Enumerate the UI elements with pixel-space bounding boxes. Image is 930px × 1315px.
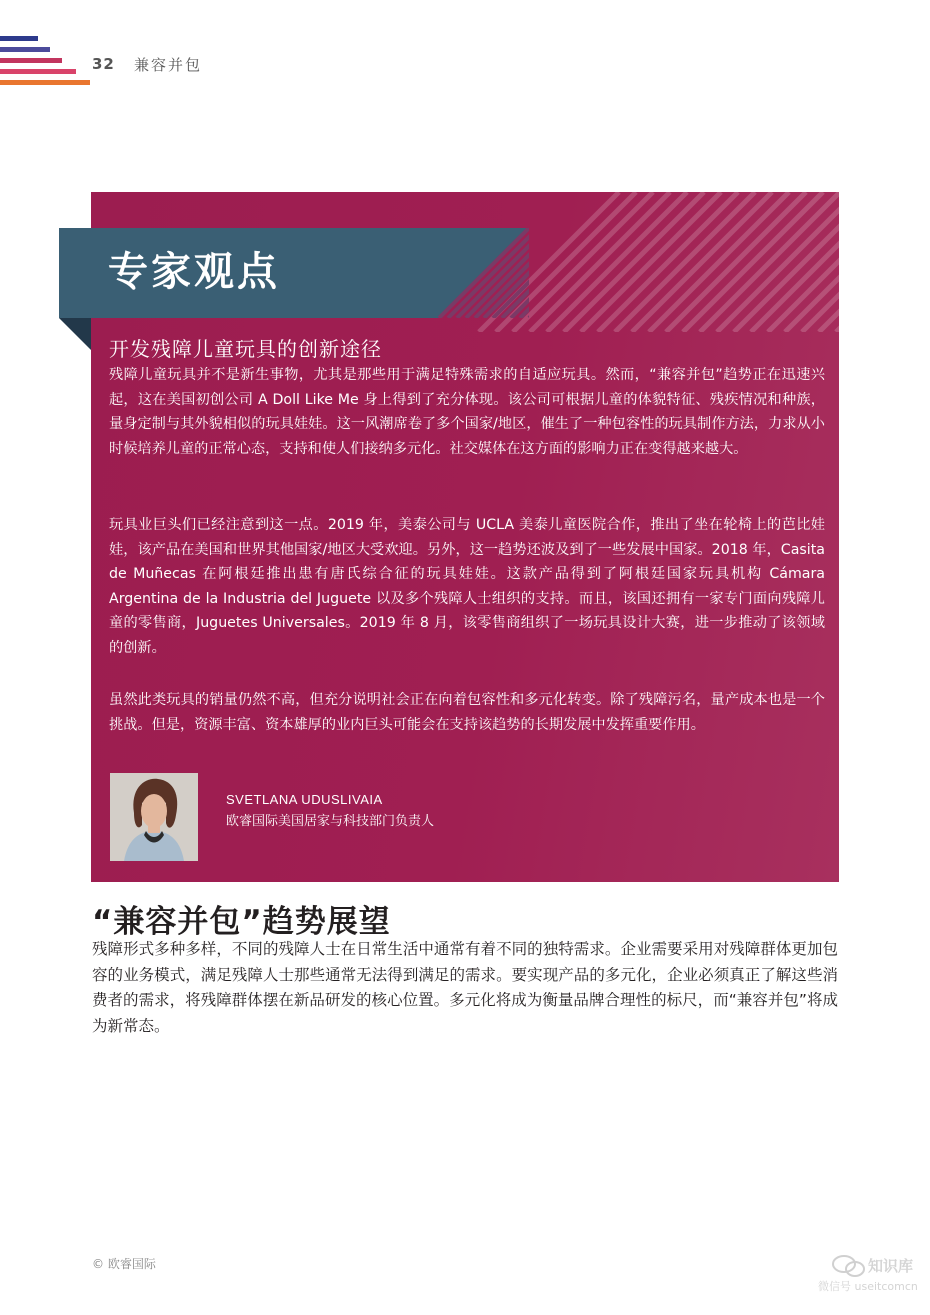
expert-paragraph-3: 虽然此类玩具的销量仍然不高，但充分说明社会正在向着包容性和多元化转变。除了残障污名，量产成本也是一个挑战。但是，资源丰富、资本雄厚的业内巨头可能会在支持该趋势的长期发展中发挥重要作用。 bbox=[109, 692, 825, 733]
author-photo bbox=[110, 773, 198, 861]
page-number: 32 bbox=[92, 55, 115, 73]
header-stripes-graphic bbox=[0, 36, 100, 100]
banner-fold-corner bbox=[59, 318, 91, 350]
expert-article-subtitle: 开发残障儿童玩具的创新途径 bbox=[109, 337, 382, 361]
watermark bbox=[818, 1252, 928, 1302]
author-name: SVETLANA UDUSLIVAIA bbox=[226, 792, 383, 807]
author-portrait-image bbox=[110, 773, 198, 861]
expert-paragraph-2: 玩具业巨头们已经注意到这一点。2019 年，美泰公司与 UCLA 美泰儿童医院合作，推出了坐在轮椅上的芭比娃娃，该产品在美国和世界其他国家/地区大受欢迎。另外，这一趋势还波及到了一些发展中国家。2018 年，Casita de Muñecas 在阿根廷推出患有唐氏综合征的玩具娃娃。这款产品得到了阿根廷国家玩具机构 Cámara Argentina de la Industria del Juguete 以及多个残障人士组织的支持。而且，该国还拥有一家专门面向残障儿童的零售商，Juguetes Universales。2019 年 8 月，该零售商组织了一场玩具设计大赛，进一步推动了该领域的创新。 bbox=[109, 517, 825, 656]
outlook-heading: “兼容并包”趋势展望 bbox=[92, 904, 391, 940]
expert-banner-title: 专家观点 bbox=[108, 249, 280, 295]
author-role: 欧睿国际美国居家与科技部门负责人 bbox=[226, 814, 435, 829]
running-header-title: 兼容并包 bbox=[134, 56, 203, 74]
footer-copyright: © 欧睿国际 bbox=[92, 1257, 156, 1271]
watermark-subtext: 微信号 useitcomcn bbox=[818, 1280, 918, 1293]
watermark-label: 知识库 bbox=[868, 1257, 914, 1275]
expert-paragraph-1: 残障儿童玩具并不是新生事物，尤其是那些用于满足特殊需求的自适应玩具。然而，“兼容并包”趋势正在迅速兴起，这在美国初创公司 A Doll Like Me 身上得到了充分体现。该公司可根据儿童的体貌特征、残疾情况和种族，量身定制与其外貌相似的玩具娃娃。这一风潮席卷了多个国家/地区，催生了一种包容性的玩具制作方法，力求从小时候培养儿童的正常心态，支持和使人们接纳多元化。社交媒体在这方面的影响力正在变得越来越大。 bbox=[109, 367, 825, 457]
wechat-icon bbox=[830, 1254, 870, 1278]
outlook-body-text: 残障形式多种多样，不同的残障人士在日常生活中通常有着不同的独特需求。企业需要采用对残障群体更加包容的业务模式，满足残障人士那些通常无法得到满足的需求。要实现产品的多元化，企业必须真正了解这些消费者的需求，将残障群体摆在新品研发的核心位置。多元化将成为衡量品牌合理性的标尺，而“兼容并包”将成为新常态。 bbox=[92, 940, 838, 1035]
